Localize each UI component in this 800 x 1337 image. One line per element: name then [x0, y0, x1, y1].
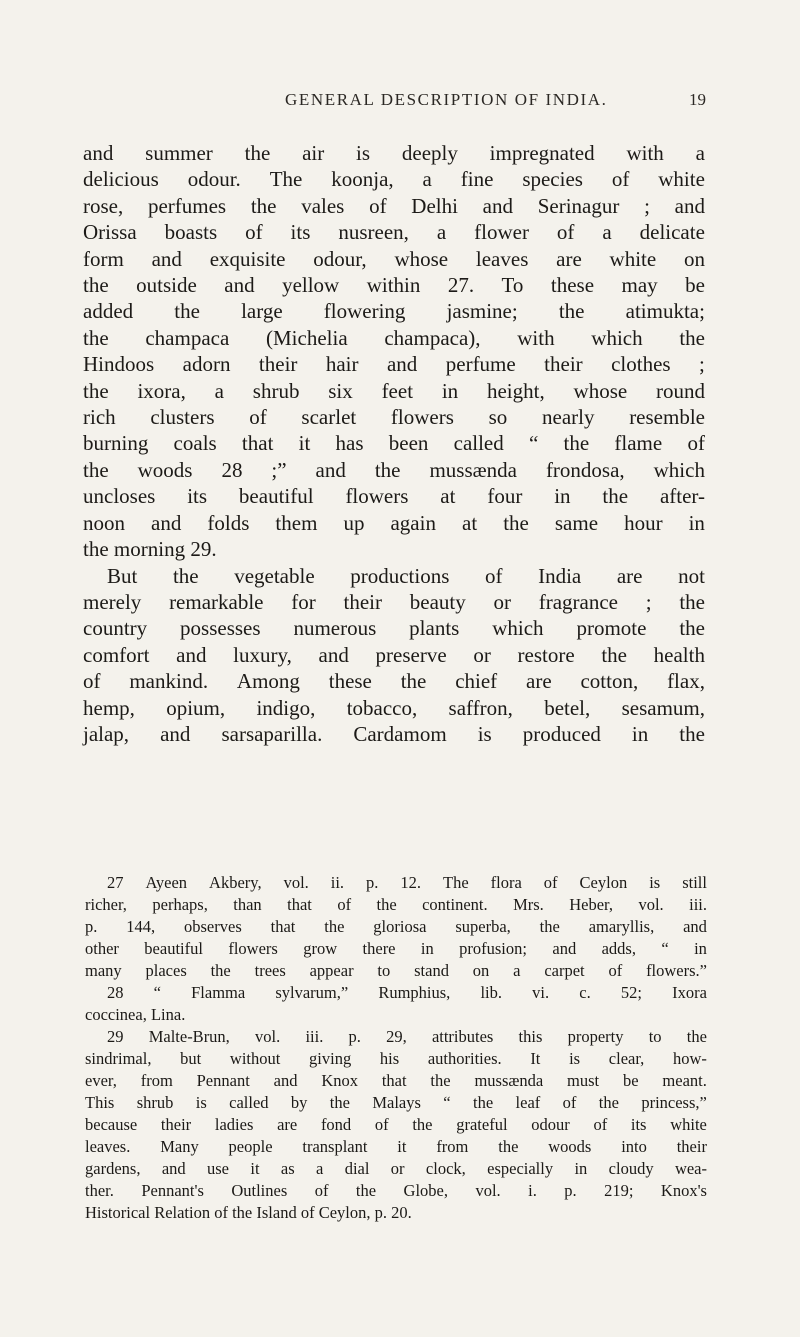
footnote-line: This shrub is called by the Malays “ the leaf of the princess,”: [85, 1093, 707, 1112]
footnote-line: 28 “ Flamma sylvarum,” Rumphius, lib. vi. c. 52; Ixora: [107, 983, 707, 1002]
body-line: But the vegetable productions of India are not: [107, 563, 705, 588]
body-line: the outside and yellow within 27. To these may be: [83, 273, 705, 298]
running-head: GENERAL DESCRIPTION OF INDIA.: [285, 90, 608, 109]
body-line: the champaca (Michelia champaca), with which the: [83, 325, 705, 350]
footnote-line: because their ladies are fond of the grateful odour of its white: [85, 1115, 707, 1134]
body-line: rich clusters of scarlet flowers so nearly resemble: [83, 405, 705, 430]
body-line: of mankind. Among these the chief are cotton, flax,: [83, 669, 705, 694]
body-line: country possesses numerous plants which promote the: [83, 616, 705, 641]
body-line: rose, perfumes the vales of Delhi and Serinagur ; and: [83, 193, 705, 218]
body-line: and summer the air is deeply impregnated with a: [83, 141, 705, 165]
body-line: uncloses its beautiful flowers at four in the after-: [83, 484, 705, 509]
body-line: added the large flowering jasmine; the atimukta;: [83, 299, 705, 324]
footnote-line: 29 Malte-Brun, vol. iii. p. 29, attributes this property to the: [107, 1027, 707, 1046]
footnote-line: gardens, and use it as a dial or clock, especially in cloudy wea-: [85, 1159, 707, 1178]
footnote-line: leaves. Many people transplant it from the woods into their: [85, 1137, 707, 1156]
footnote-line: Historical Relation of the Island of Ceylon, p. 20.: [85, 1203, 412, 1222]
footnote-line: many places the trees appear to stand on a carpet of flowers.”: [85, 961, 707, 980]
footnote-line: richer, perhaps, than that of the continent. Mrs. Heber, vol. iii.: [85, 895, 707, 914]
body-line: comfort and luxury, and preserve or restore the health: [83, 642, 705, 667]
footnote-line: 27 Ayeen Akbery, vol. ii. p. 12. The flora of Ceylon is still: [107, 873, 707, 892]
body-line: form and exquisite odour, whose leaves are white on: [83, 246, 705, 271]
body-line: hemp, opium, indigo, tobacco, saffron, betel, sesamum,: [83, 695, 705, 720]
body-line: the ixora, a shrub six feet in height, whose round: [83, 378, 705, 403]
body-text: [83, 140, 705, 747]
page-number: 19: [689, 90, 706, 109]
body-line: merely remarkable for their beauty or fragrance ; the: [83, 589, 705, 614]
body-line: the morning 29.: [83, 537, 217, 562]
footnote-line: ther. Pennant's Outlines of the Globe, vol. i. p. 219; Knox's: [85, 1181, 707, 1200]
footnote-line: p. 144, observes that the gloriosa superba, the amaryllis, and: [85, 917, 707, 936]
body-line: delicious odour. The koonja, a fine species of white: [83, 167, 705, 192]
footnote-line: ever, from Pennant and Knox that the mussænda must be meant.: [85, 1071, 707, 1090]
body-line: burning coals that it has been called “ the flame of: [83, 431, 705, 456]
page-header: [0, 90, 800, 114]
body-line: noon and folds them up again at the same hour in: [83, 510, 705, 535]
body-line: jalap, and sarsaparilla. Cardamom is produced in the: [83, 721, 705, 746]
footnotes: [85, 872, 707, 1224]
footnote-line: other beautiful flowers grow there in profusion; and adds, “ in: [85, 939, 707, 958]
footnote-line: coccinea, Lina.: [85, 1005, 186, 1024]
body-line: the woods 28 ;” and the mussænda frondosa, which: [83, 457, 705, 482]
footnote-line: sindrimal, but without giving his authorities. It is clear, how-: [85, 1049, 707, 1068]
body-line: Hindoos adorn their hair and perfume their clothes ;: [83, 352, 705, 377]
body-line: Orissa boasts of its nusreen, a flower of a delicate: [83, 220, 705, 245]
